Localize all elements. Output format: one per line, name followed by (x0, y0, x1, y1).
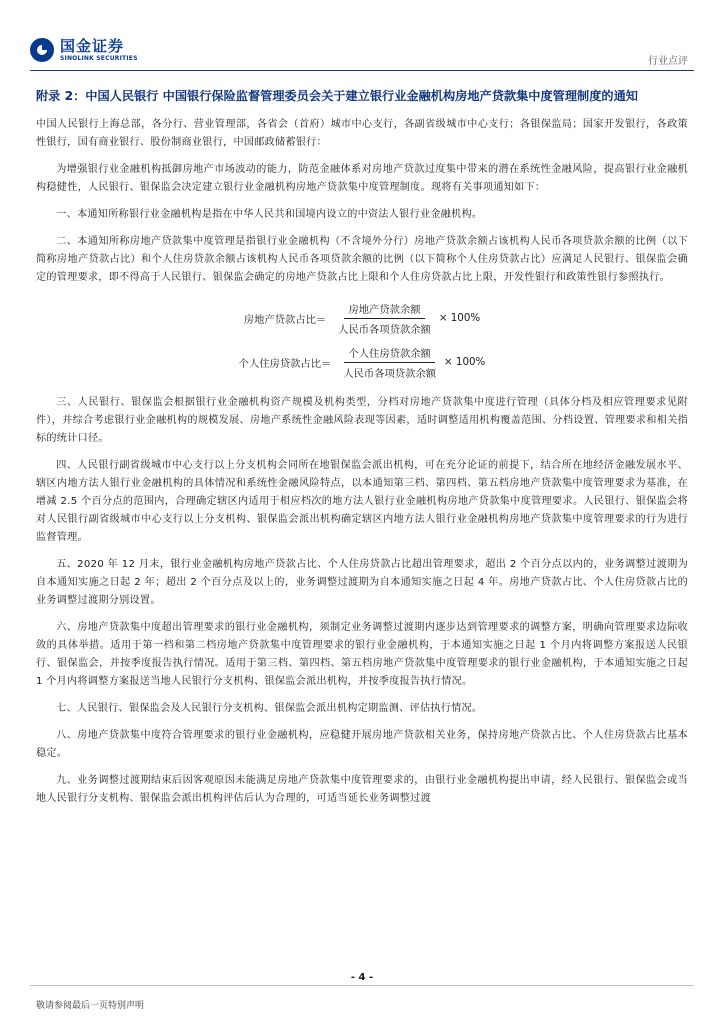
footer-divider (30, 985, 694, 986)
logo-text (60, 36, 138, 62)
formula-housing-ratio (36, 340, 688, 384)
article-1: 一、本通知所称银行业金融机构是指在中华人民共和国境内设立的中资法人银行业金融机构。 (56, 209, 483, 220)
formula-fraction (339, 345, 440, 380)
page-number: - 4 - (350, 972, 374, 983)
formula-multiplier: × 100% (444, 356, 486, 368)
formula-lhs: 个人住房贷款占比＝ (238, 357, 332, 370)
formula-fraction (334, 301, 435, 336)
page-header (0, 0, 724, 74)
formula-real-estate-ratio (36, 296, 688, 340)
document-body (36, 86, 688, 817)
report-category: 行业点评 (648, 56, 688, 67)
formula-block (36, 296, 688, 384)
logo-chinese-name: 国金证券 (60, 36, 125, 55)
article-7: 七、人民银行、银保监会及人民银行分支机构、银保监会派出机构定期监测、评估执行情况。 (56, 703, 483, 714)
formula-numerator: 房地产贷款余额 (344, 301, 424, 319)
intro-paragraph: 为增强银行业金融机构抵御房地产市场波动的能力，防范金融体系对房地产贷款过度集中带来的潜在系统性金融风险，提高银行业金融机构稳健性，人民银行、银保监会决定建立银行业金融机构房地产贷款集中度管理制度。现将有关事项通知如下： (36, 164, 688, 193)
appendix-title: 附录 2：中国人民银行 中国银行保险监督管理委员会关于建立银行业金融机构房地产贷款集中度管理制度的通知 (36, 89, 638, 103)
article-6: 六、房地产贷款集中度超出管理要求的银行业金融机构，须制定业务调整过渡期内逐步达到管理要求的调整方案，明确向管理要求边际收敛的具体举措。适用于第一档和第二档房地产贷款集中度管理要求的银行业金融机构，于本通知实施之日起 1 个月内将调整方案报送人民银行、银保监会，并按季度报告执行情况。适用于第三档、第四档、第五档房地产贷款集中度管理要求的银行业金融机构，于本通知实施之日起 1 个月内将调整方案报送当地人民银行分支机构、银保监会派出机构，并按季度报告执行情况。 (36, 622, 688, 687)
article-8: 八、房地产贷款集中度符合管理要求的银行业金融机构，应稳健开展房地产贷款相关业务，保持房地产贷款占比、个人住房贷款占比基本稳定。 (36, 730, 688, 759)
article-5: 五、2020 年 12 月末，银行业金融机构房地产贷款占比、个人住房贷款占比超出管理要求，超出 2 个百分点以内的，业务调整过渡期为自本通知实施之日起 2 年；超出 2 个百分点及以上的，业务调整过渡期为自本通知实施之日起 4 年。房地产贷款占比、个人住房贷款占比的业务调整过渡期分别设置。 (36, 559, 688, 606)
addressee-paragraph: 中国人民银行上海总部，各分行、营业管理部，各省会（首府）城市中心支行，各副省级城市中心支行；各银保监局；国家开发银行，各政策性银行，国有商业银行、股份制商业银行，中国邮政储蓄银行： (36, 119, 688, 148)
formula-denominator: 人民币各项贷款余额 (338, 323, 431, 336)
article-4: 四、人民银行副省级城市中心支行以上分支机构会同所在地银保监会派出机构，可在充分论证的前提下，结合所在地经济金融发展水平、辖区内地方法人银行业金融机构的具体情况和系统性金融风险特点，以本通知第三档、第四档、第五档房地产贷款集中度管理要求为基准，在增减 2.5 个百分点的范围内，合理确定辖区内适用于相应档次的地方法人银行业金融机构房地产贷款集中度管理要求。人民银行、银保监会将对人民银行副省级城市中心支行以上分支机构、银保监会派出机构确定辖区内地方法人银行业金融机构房地产贷款集中度管理要求的行为进行监督管理。 (36, 460, 688, 543)
header-divider (30, 70, 694, 71)
article-9: 九、业务调整过渡期结束后因客观原因未能满足房地产贷款集中度管理要求的，由银行业金融机构提出申请，经人民银行、银保监会或当地人民银行分支机构、银保监会派出机构评估后认为合理的，可适当延长业务调整过渡 (36, 775, 688, 804)
footer-disclaimer: 敬请参阅最后一页特别声明 (36, 1001, 145, 1011)
formula-multiplier: × 100% (438, 312, 481, 324)
company-logo (30, 38, 138, 62)
article-2: 二、本通知所称房地产贷款集中度管理是指银行业金融机构（不含境外分行）房地产贷款余额占该机构人民币各项贷款余额的比例（以下简称房地产贷款占比）和个人住房贷款余额占该机构人民币各项贷款余额的比例（以下简称个人住房贷款占比）应满足人民银行、银保监会确定的管理要求，即不得高于人民银行、银保监会确定的房地产贷款占比上限和个人住房贷款占比上限，开发性银行和政策性银行参照执行。 (36, 236, 688, 283)
logo-english-name: SINOLINK SECURITIES (60, 54, 138, 62)
formula-numerator: 个人住房贷款余额 (344, 345, 434, 363)
logo-mark-icon (30, 38, 54, 62)
formula-denominator: 人民币各项贷款余额 (343, 367, 436, 380)
article-3: 三、人民银行、银保监会根据银行业金融机构资产规模及机构类型，分档对房地产贷款集中度进行管理（具体分档及相应管理要求见附件），并综合考虑银行业金融机构的规模发展、房地产系统性金融风险表现等因素，适时调整适用机构覆盖范围、分档设置、管理要求和相关指标的统计口径。 (36, 397, 688, 444)
formula-lhs: 房地产贷款占比＝ (243, 313, 327, 326)
